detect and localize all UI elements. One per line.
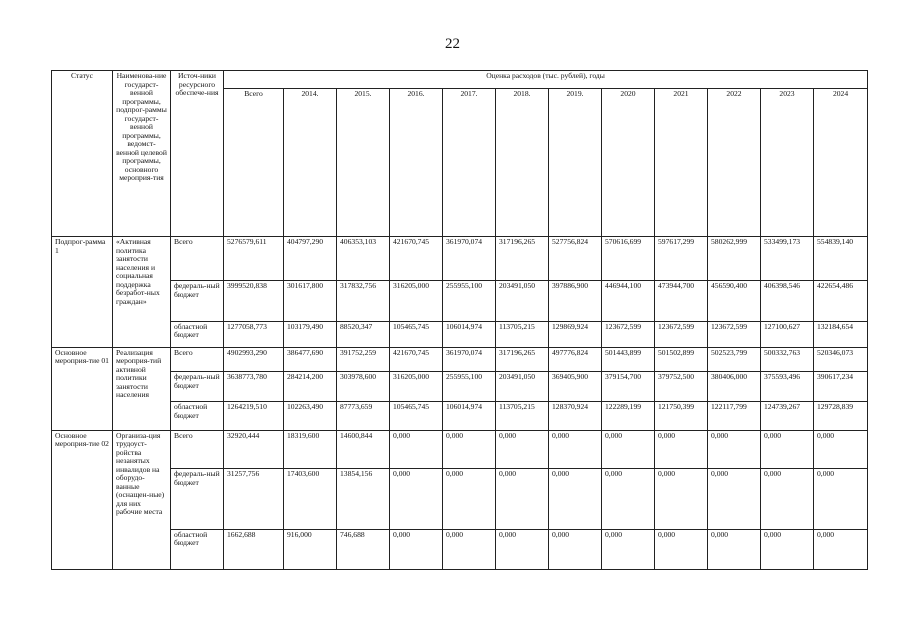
row-value-cell: 13854,156 xyxy=(337,469,390,530)
header-year: 2019. xyxy=(549,89,602,237)
row-value-cell: 18319,600 xyxy=(284,430,337,468)
row-value-cell: 379154,700 xyxy=(602,372,655,402)
row-value-cell: 203491,050 xyxy=(496,281,549,321)
row-value-cell: 406398,546 xyxy=(761,281,814,321)
row-program-name: Организа-ция трудоуст-ройства незанятых инвалидов на оборудо-ванные (оснащен-ные) для них рабочие места xyxy=(113,430,171,569)
row-value-cell: 0,000 xyxy=(549,430,602,468)
table-row xyxy=(52,402,868,430)
row-value-cell: 102263,490 xyxy=(284,402,337,430)
row-value-cell: 32920,444 xyxy=(224,430,284,468)
header-source: Источ-ники ресурсного обеспече-ния xyxy=(171,71,224,237)
header-name: Наименова-ние государст-венной программы, подпрог-раммы государст-венной программы, ведомст-венной целевой программы, основного мероприя-тия xyxy=(113,71,171,237)
row-value-cell: 473944,700 xyxy=(655,281,708,321)
row-value-cell: 129728,839 xyxy=(814,402,868,430)
row-value-cell: 129869,924 xyxy=(549,321,602,347)
row-value-cell: 0,000 xyxy=(443,529,496,569)
row-value-cell: 0,000 xyxy=(655,430,708,468)
header-year: 2014. xyxy=(284,89,337,237)
row-value-cell: 527756,824 xyxy=(549,237,602,281)
row-funding-source: областной бюджет xyxy=(171,529,224,569)
page-number: 22 xyxy=(445,36,460,52)
row-value-cell: 0,000 xyxy=(390,529,443,569)
row-funding-source: Всего xyxy=(171,430,224,468)
header-total: Всего xyxy=(224,89,284,237)
row-value-cell: 255955,100 xyxy=(443,372,496,402)
header-year: 2016. xyxy=(390,89,443,237)
row-value-cell: 0,000 xyxy=(602,529,655,569)
row-value-cell: 361970,074 xyxy=(443,347,496,371)
table-row xyxy=(52,281,868,321)
row-value-cell: 361970,074 xyxy=(443,237,496,281)
row-value-cell: 0,000 xyxy=(496,469,549,530)
row-value-cell: 406353,103 xyxy=(337,237,390,281)
table-body xyxy=(52,237,868,570)
row-value-cell: 1662,688 xyxy=(224,529,284,569)
row-status: Основное мероприя-тие 01 xyxy=(52,347,113,430)
row-funding-source: Всего xyxy=(171,237,224,281)
row-status: Основное мероприя-тие 02 xyxy=(52,430,113,569)
row-value-cell: 317832,756 xyxy=(337,281,390,321)
row-value-cell: 122289,199 xyxy=(602,402,655,430)
row-value-cell: 0,000 xyxy=(761,430,814,468)
row-value-cell: 284214,200 xyxy=(284,372,337,402)
row-value-cell: 123672,599 xyxy=(708,321,761,347)
row-value-cell: 580262,999 xyxy=(708,237,761,281)
row-value-cell: 87773,659 xyxy=(337,402,390,430)
row-value-cell: 316205,000 xyxy=(390,281,443,321)
row-value-cell: 397886,900 xyxy=(549,281,602,321)
header-status: Статус xyxy=(52,71,113,237)
header-estimate: Оценка расходов (тыс. рублей), годы xyxy=(224,71,868,89)
row-value-cell: 255955,100 xyxy=(443,281,496,321)
row-value-cell: 390617,234 xyxy=(814,372,868,402)
row-value-cell: 554839,140 xyxy=(814,237,868,281)
header-year: 2015. xyxy=(337,89,390,237)
row-value-cell: 0,000 xyxy=(549,529,602,569)
row-program-name: «Активная политика занятости населения и социальная поддержка безработ-ных граждан» xyxy=(113,237,171,348)
header-year: 2022 xyxy=(708,89,761,237)
row-value-cell: 14600,844 xyxy=(337,430,390,468)
row-value-cell: 105465,745 xyxy=(390,321,443,347)
header-year: 2018. xyxy=(496,89,549,237)
row-value-cell: 0,000 xyxy=(443,469,496,530)
table-row xyxy=(52,430,868,468)
row-value-cell: 203491,050 xyxy=(496,372,549,402)
row-value-cell: 533499,173 xyxy=(761,237,814,281)
row-value-cell: 916,000 xyxy=(284,529,337,569)
row-value-cell: 501502,899 xyxy=(655,347,708,371)
row-value-cell: 121750,399 xyxy=(655,402,708,430)
row-value-cell: 0,000 xyxy=(390,430,443,468)
row-value-cell: 456590,400 xyxy=(708,281,761,321)
row-value-cell: 501443,899 xyxy=(602,347,655,371)
row-value-cell: 3999520,838 xyxy=(224,281,284,321)
row-value-cell: 113705,215 xyxy=(496,321,549,347)
row-value-cell: 124739,267 xyxy=(761,402,814,430)
row-value-cell: 103179,490 xyxy=(284,321,337,347)
budget-table xyxy=(51,70,868,570)
row-value-cell: 0,000 xyxy=(496,430,549,468)
row-value-cell: 106014,974 xyxy=(443,321,496,347)
row-value-cell: 0,000 xyxy=(602,469,655,530)
row-value-cell: 0,000 xyxy=(814,469,868,530)
row-value-cell: 422654,486 xyxy=(814,281,868,321)
row-value-cell: 106014,974 xyxy=(443,402,496,430)
row-value-cell: 500332,763 xyxy=(761,347,814,371)
row-funding-source: федераль-ный бюджет xyxy=(171,372,224,402)
row-value-cell: 127100,627 xyxy=(761,321,814,347)
table-row xyxy=(52,469,868,530)
row-value-cell: 5276579,611 xyxy=(224,237,284,281)
row-value-cell: 0,000 xyxy=(761,469,814,530)
row-value-cell: 88520,347 xyxy=(337,321,390,347)
row-value-cell: 502523,799 xyxy=(708,347,761,371)
row-value-cell: 570616,699 xyxy=(602,237,655,281)
row-value-cell: 0,000 xyxy=(655,469,708,530)
row-value-cell: 105465,745 xyxy=(390,402,443,430)
row-value-cell: 122117,799 xyxy=(708,402,761,430)
row-funding-source: областной бюджет xyxy=(171,321,224,347)
row-status: Подпрог-рамма 1 xyxy=(52,237,113,348)
row-value-cell: 303978,600 xyxy=(337,372,390,402)
row-value-cell: 380406,000 xyxy=(708,372,761,402)
row-value-cell: 520346,073 xyxy=(814,347,868,371)
row-value-cell: 0,000 xyxy=(602,430,655,468)
row-program-name: Реализация мероприя-тий активной политики занятости населения xyxy=(113,347,171,430)
row-value-cell: 316205,000 xyxy=(390,372,443,402)
row-value-cell: 317196,265 xyxy=(496,237,549,281)
row-value-cell: 391752,259 xyxy=(337,347,390,371)
table-row xyxy=(52,237,868,281)
header-year: 2024 xyxy=(814,89,868,237)
row-value-cell: 123672,599 xyxy=(655,321,708,347)
row-value-cell: 0,000 xyxy=(814,529,868,569)
row-value-cell: 123672,599 xyxy=(602,321,655,347)
row-value-cell: 3638773,780 xyxy=(224,372,284,402)
row-value-cell: 17403,600 xyxy=(284,469,337,530)
row-value-cell: 113705,215 xyxy=(496,402,549,430)
row-funding-source: федераль-ный бюджет xyxy=(171,469,224,530)
row-value-cell: 0,000 xyxy=(708,529,761,569)
row-value-cell: 421670,745 xyxy=(390,347,443,371)
row-value-cell: 0,000 xyxy=(708,430,761,468)
row-value-cell: 386477,690 xyxy=(284,347,337,371)
row-value-cell: 0,000 xyxy=(443,430,496,468)
row-value-cell: 0,000 xyxy=(761,529,814,569)
table-row xyxy=(52,372,868,402)
header-year: 2023 xyxy=(761,89,814,237)
table-row xyxy=(52,347,868,371)
table-row xyxy=(52,529,868,569)
row-value-cell: 301617,800 xyxy=(284,281,337,321)
row-value-cell: 375593,496 xyxy=(761,372,814,402)
row-funding-source: Всего xyxy=(171,347,224,371)
row-value-cell: 128370,924 xyxy=(549,402,602,430)
row-value-cell: 497776,824 xyxy=(549,347,602,371)
row-value-cell: 0,000 xyxy=(390,469,443,530)
header-year: 2017. xyxy=(443,89,496,237)
row-value-cell: 421670,745 xyxy=(390,237,443,281)
row-value-cell: 369405,900 xyxy=(549,372,602,402)
row-value-cell: 4902993,290 xyxy=(224,347,284,371)
row-value-cell: 597617,299 xyxy=(655,237,708,281)
row-value-cell: 31257,756 xyxy=(224,469,284,530)
row-funding-source: федераль-ный бюджет xyxy=(171,281,224,321)
row-value-cell: 404797,290 xyxy=(284,237,337,281)
row-value-cell: 379752,500 xyxy=(655,372,708,402)
row-value-cell: 0,000 xyxy=(496,529,549,569)
table-row xyxy=(52,321,868,347)
row-value-cell: 0,000 xyxy=(549,469,602,530)
row-value-cell: 132184,654 xyxy=(814,321,868,347)
row-value-cell: 0,000 xyxy=(814,430,868,468)
header-year: 2020 xyxy=(602,89,655,237)
row-funding-source: областной бюджет xyxy=(171,402,224,430)
row-value-cell: 317196,265 xyxy=(496,347,549,371)
row-value-cell: 446944,100 xyxy=(602,281,655,321)
row-value-cell: 1264219,510 xyxy=(224,402,284,430)
row-value-cell: 746,688 xyxy=(337,529,390,569)
row-value-cell: 0,000 xyxy=(708,469,761,530)
row-value-cell: 0,000 xyxy=(655,529,708,569)
header-year: 2021 xyxy=(655,89,708,237)
row-value-cell: 1277058,773 xyxy=(224,321,284,347)
